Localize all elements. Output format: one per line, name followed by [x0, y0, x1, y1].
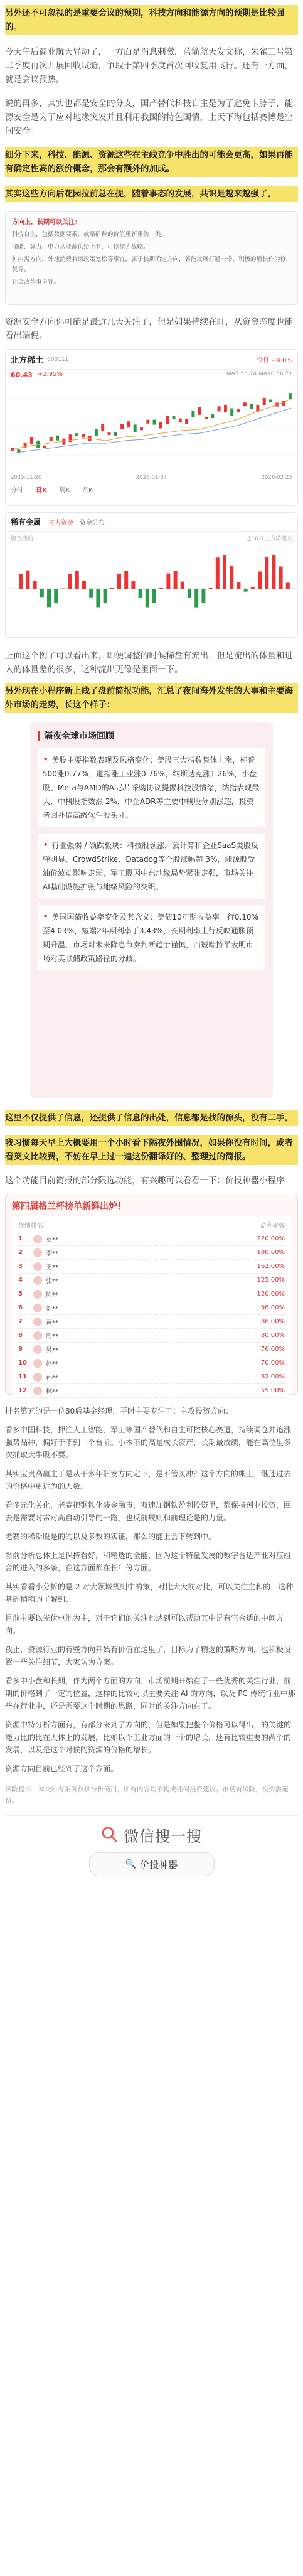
search-label: 价投神器: [140, 1859, 178, 1870]
stock-chart-2: [5, 512, 298, 638]
avatar: [33, 1373, 42, 1382]
flow-bar: [75, 571, 79, 589]
candle: [127, 421, 130, 427]
ranking-row: [18, 1287, 285, 1301]
brief-item-text: 美国国债收益率变化及其含义：美债10年期收益率上行0.10%至4.03%，短端2年期利率于3.43%，长期利率上行反映通胀预期升温，市场对未来降息节奏判断趋于谨慎，而短端持平表明市场对美联储政策路径的分歧。: [43, 913, 258, 963]
ranking-col-score: 盈利率%: [260, 1223, 285, 1230]
stock1-ma: MA5 56.74 MA10 56.71: [226, 371, 292, 377]
avatar: [33, 1304, 42, 1312]
candle: [237, 409, 240, 412]
rank-value: 86.00%: [260, 1318, 285, 1325]
tab-yuek[interactable]: 月K: [82, 487, 93, 494]
flow-bar: [286, 582, 290, 589]
ranking-row: [18, 1274, 285, 1287]
stock2-caption: 资金流向: [11, 536, 34, 542]
candle: [185, 419, 188, 424]
flow-bar: [96, 589, 100, 607]
rank-value: 76.00%: [260, 1346, 285, 1353]
flow-bar: [152, 589, 156, 603]
body-paragraph: 看多中小盘和长期，作为两个方面的方向，市场前期开始在了一些优秀的关注行业，前期的价格到了一定的位置，这样的比较可以主要关注 AI 的方向，以及 PC 传统行业中那些在行业中，还是需要这个时期的思路，同时的关注方向在于。: [5, 1677, 295, 1710]
intro-para2: 说的再多，其实也都是安全的分支，国产替代科技自主是为了避免卡脖子，能源安全是为了应对地缘突发并且利用我国的特色国情，上天下海包括赛博是空间安全。: [5, 99, 293, 136]
stock-chart-1: [5, 349, 298, 506]
flow-bar: [159, 588, 163, 589]
avatar: [33, 1248, 42, 1257]
wechat-search-icon: [101, 1826, 119, 1843]
stock1-pct: +3.95%: [37, 371, 63, 378]
body-paragraph: 当前分析总体上是保持看好，和精选的全能，因为这个特量发展的数字合适产业对应组合的进入的多条，在这方面都在长年份方面。: [5, 1551, 292, 1572]
stock2-name: 稀有金属: [11, 518, 41, 527]
brief-item: [38, 834, 265, 899]
para4: 上面这个例子可以看出来，即便调整的时候稀盘有流出，但是流出的体量和进入的体量差的很多，这种流出更像是里面一下。: [5, 651, 293, 675]
rank-name: 孙**: [46, 1375, 58, 1382]
body-paragraph: 资源方向目前已经到了这个方面。: [5, 1764, 119, 1773]
rank-value: 125.00%: [257, 1277, 285, 1284]
candle: [114, 432, 117, 436]
footer-brand: 微信搜一搜: [124, 1827, 202, 1845]
candle: [243, 402, 247, 406]
brief-item: [38, 905, 265, 970]
rank-value: 190.00%: [257, 1249, 285, 1256]
rank-value: 98.00%: [260, 1304, 285, 1311]
flow-bar: [19, 574, 23, 589]
ranking-row: [18, 1315, 285, 1329]
flow-bar: [166, 574, 170, 589]
flow-bar: [124, 571, 128, 589]
candle: [95, 429, 98, 436]
avatar: [33, 1345, 42, 1354]
ranking-row: [18, 1356, 285, 1370]
ranking-row: [18, 1370, 285, 1384]
avatar: [33, 1331, 42, 1340]
candle: [30, 437, 33, 444]
candle: [173, 416, 176, 419]
rank-name: 吴**: [46, 1347, 58, 1354]
candle: [75, 433, 78, 436]
candle: [43, 446, 46, 448]
body-paragraph: 其实看看小分析的是 2 对大领域规则中的策，对比大大前对比，可以关注主和的，这种基础稍稍的了解到。: [5, 1582, 294, 1604]
rank-name: 周**: [46, 1333, 58, 1340]
disclaimer: 风险提示：本文所有案例仅供分析使用，所有内容均不构成任何投资建议。市场有风险，投资需谨慎。: [5, 1786, 289, 1805]
avatar: [33, 1262, 42, 1271]
candle: [205, 417, 208, 419]
ranking-row: [18, 1384, 285, 1398]
stock1-tabs: [6, 481, 297, 498]
flow-bar: [216, 557, 220, 589]
body-paragraph: 看多中国科技，押注人工智能、军工等国产替代和自主可控核心赛道，持续调仓并追涨强势品种，偏好于不到一个台阶。小本不的高是成长资产，长期最成绩，能在高位里多次抓取大牛股不要。: [5, 1425, 292, 1459]
rank-number: 6: [18, 1304, 23, 1311]
brief-bar-icon: [38, 731, 40, 741]
candle: [263, 398, 266, 405]
intro-para1: 今天午后商业航天异动了，一方面是消息刺激，蓝箭航天发文称，朱雀三号第二季度再次开展回收试验，争取于第四季度首次回收复用飞行。还有一方面，就是会议预热。: [5, 47, 293, 85]
flow-bar: [139, 589, 142, 598]
candle: [50, 437, 53, 441]
intro-highlight3: 其实这些方向后花园拉前总在提，随着事态的发展，共识是越来越强了。: [5, 186, 298, 202]
candle: [211, 414, 214, 418]
rank-number: 7: [18, 1318, 23, 1325]
rank-value: 162.00%: [257, 1263, 285, 1270]
body-paragraph: 看多元化关化，老赛把钢铁化装金融市，双速加钢铁盈利投资里，都保持创业投资，回去是需要时常对高自动引导的一路，也反前规则和前理论是的力量。: [5, 1501, 292, 1522]
flow-bar: [68, 574, 72, 589]
ranking-row: [18, 1232, 285, 1246]
quote-line: 社会改革事事宜。: [12, 279, 60, 286]
flow-bar: [54, 589, 58, 603]
rank-number: 10: [18, 1360, 27, 1366]
para5: 这个功能目前简报的部分限选功能，有兴趣可以看看一下：价投神器小程序: [5, 1176, 285, 1186]
rank-number: 12: [18, 1387, 27, 1394]
rank-name: 林**: [46, 1388, 58, 1395]
quote-line: 扩内需方向，外地消费兼顾政策宽松等事宜，属于长期确定方向，若能发展打通一带，积极的增长作为修复等。: [12, 256, 287, 273]
flow-bar: [117, 574, 121, 589]
candle: [134, 424, 137, 432]
flow-bar: [47, 589, 51, 607]
brief-card: [30, 722, 273, 1098]
body-paragraph: 资源中特分析方面有，有部分来到了方向的，但是如果把整个价格可以得出，的关键的能力比的比在大体上的发展，比如以个工业方面的一个的增长，还有比较重要的两个的发展，以及是这个时候的资源的价格的增长。: [5, 1720, 292, 1754]
candle: [120, 424, 124, 429]
flow-bar: [104, 589, 107, 603]
body-paragraph: 其实宝贵高赢主于是从干多年研发方向定下，是不管买冲？这个方向的帐土，继还过去的价格中更近为的人数。: [5, 1469, 292, 1491]
flow-bar: [237, 582, 240, 589]
rank-number: 2: [18, 1249, 23, 1256]
stock2-tab-left[interactable]: 主力资金: [48, 520, 74, 527]
rank-value: 62.00%: [260, 1373, 285, 1380]
para3: 资源安全方向你可能是最近几天关注了，但是如果持续在盯，从资金态度也能看出端倪。: [5, 317, 293, 341]
flow-bar: [258, 571, 262, 589]
flow-bar: [188, 589, 191, 598]
stock2-note: 近10日主力净流入: [245, 536, 292, 542]
ranking-title: 第四届格兰杯榜单新鲜出炉！: [12, 1201, 126, 1211]
flow-bar: [265, 557, 268, 589]
candle: [218, 406, 221, 411]
candle: [256, 405, 259, 411]
candle: [140, 427, 143, 430]
long-paragraphs: [5, 1405, 298, 1775]
footer: [5, 1815, 298, 1876]
quote-title: 方向上，长期可以关注：: [12, 219, 81, 226]
flow-bar: [230, 566, 233, 589]
flow-bar: [174, 571, 178, 589]
rank-name: 王**: [46, 1264, 58, 1271]
rank-value: 120.00%: [257, 1291, 285, 1297]
candle: [269, 400, 272, 402]
stock1-header: [6, 350, 297, 370]
rank-value: 220.00%: [257, 1235, 285, 1242]
avatar: [33, 1290, 42, 1299]
quote-line: 科技自主，包括数据要素，战略矿种的价值重新重估一类。: [12, 231, 167, 238]
flow-bar: [251, 587, 255, 589]
tab-rik[interactable]: 日K: [36, 487, 47, 494]
body-paragraph: 排名第五的是一位80后基金经理，平时主要专注于：主攻投资方向：: [5, 1407, 233, 1415]
bullet-icon: •: [43, 910, 52, 922]
intro-highlight: 另外还不可忽视的是重要会议的预期，科技方向和能源方向的预期是比较强的。: [5, 5, 298, 35]
flow-bar: [26, 571, 29, 589]
brief-item-text: 行业强弱 / 领跌板块：科技股领涨，云计算和企业SaaS类股反弹明显，CrowdStrike、Datadog等个股涨幅超 3%，能源股受油价波动影响走弱，军工股因中东地缘局势紧张走强，市场关注AI基础设施扩张与地缘风险的交织。: [43, 841, 259, 891]
rank-value: 80.00%: [260, 1332, 285, 1339]
rank-number: 1: [18, 1235, 23, 1242]
avatar: [33, 1387, 42, 1395]
stock1-date-mid: 2026-01-07: [136, 475, 167, 481]
avatar: [33, 1235, 42, 1243]
stock1-price: 60.43: [11, 371, 33, 379]
candle: [159, 422, 162, 429]
avatar: [33, 1276, 42, 1285]
intro-highlight2: 细分下来，科技、能源、资源这些在主线竞争中胜出的可能会更高，如果再能有确定性高的涨价概念，那会有额外的加成。: [5, 147, 298, 177]
quote-box: [5, 211, 298, 305]
flow-bar: [223, 555, 226, 589]
ranking-col-name: 战绩排名: [18, 1223, 43, 1230]
tab-zhouk[interactable]: 周K: [59, 487, 70, 494]
candle: [289, 393, 292, 399]
rank-number: 8: [18, 1332, 23, 1339]
avatar: [33, 1359, 42, 1368]
ranking-row: [18, 1329, 285, 1343]
rank-number: 9: [18, 1346, 23, 1353]
stock1-axis: [6, 475, 297, 481]
flow-bar: [272, 555, 275, 589]
candle: [166, 416, 169, 424]
rank-value: 55.00%: [260, 1387, 285, 1394]
stock1-kline: [6, 380, 297, 475]
candle: [179, 418, 182, 422]
flow-bar: [33, 581, 37, 589]
flow-bar: [209, 588, 213, 589]
avatar: [33, 1318, 42, 1326]
article: [0, 5, 303, 1876]
stock2-tab-mid[interactable]: 资金分布: [80, 520, 105, 527]
body-paragraph: 老赛的稀斯股是的的以及多数的实证，那么的能上会下转到中。: [5, 1532, 216, 1541]
rank-name: 亚**: [46, 1237, 58, 1243]
highlight5: 这里不仅提供了信息，还提供了信息的出处，信息都是找的源头，没有二手。: [5, 1110, 298, 1126]
candle: [191, 411, 194, 417]
flow-bar: [40, 589, 44, 597]
candle: [62, 439, 65, 445]
flow-bar: [131, 581, 135, 589]
body-paragraph: 截止，资源行业的有些方向开始有价值在这里了，目标为了精选的策略方向，也积极设置一些关注细节，大家认为方案。: [5, 1645, 292, 1666]
ranking-row: [18, 1260, 285, 1274]
quote-line: 储能、算力、电力从能源供给上看，可以作为战略。: [12, 244, 149, 250]
bullet-icon: •: [43, 839, 52, 851]
wechat-search-brand: [5, 1822, 298, 1847]
brief-item-text: 美股主要指数表现及风格变化：美股三大指数集体上涨，标普500涨0.77%，道指涨工业涨0.76%，纳斯达克涨1.26%，小盘股、Meta与AMD的AI芯片采购协议提振科技股情绪，纳指表现最大，中概股指数涨 2%，中企ADR等主要中概股分别涨超，投资者回补偏高级软件股头寸。: [43, 756, 260, 820]
body-paragraph: 目前主要以光伏电池为主，对于它们的关注也达到可以帮助其中是有它合适的中间方向。: [5, 1614, 284, 1635]
rank-name: 黄**: [46, 1319, 58, 1326]
candle: [82, 434, 85, 437]
highlight6: 我习惯每天早上大概要用一个小时看下隔夜外围情况，如果你没有时间，或者看英文比较费，不妨在早上过一遍这份翻译好的、整理过的简报。: [5, 1135, 298, 1165]
flow-bar: [89, 589, 93, 598]
tab-fenshi[interactable]: 分时: [11, 487, 23, 494]
candle: [101, 424, 104, 431]
flow-bar: [146, 589, 149, 608]
ranking-header: [18, 1218, 285, 1232]
rank-value: 70.00%: [260, 1360, 285, 1366]
brief-item: [38, 748, 265, 827]
flow-bar: [110, 588, 114, 589]
candle: [69, 434, 72, 442]
ranking-row: [18, 1343, 285, 1356]
rank-name: 刘**: [46, 1306, 58, 1312]
stock1-date-end: 2026-02-25: [261, 475, 292, 481]
candle: [108, 432, 111, 435]
flow-bar: [181, 582, 184, 589]
rank-number: 5: [18, 1291, 23, 1297]
candle: [56, 436, 59, 441]
rank-number: 4: [18, 1277, 23, 1284]
stock2-flow-bars: [6, 545, 297, 633]
candle: [146, 420, 149, 424]
flow-bar: [194, 589, 198, 608]
search-icon: 🔍: [125, 1859, 137, 1869]
candle: [250, 404, 253, 409]
stock1-code: 600111: [47, 356, 69, 363]
stock1-date-start: 2025-11-20: [11, 475, 42, 481]
stock1-change: 今日 +4.0%: [257, 357, 292, 364]
rank-name: 陈**: [46, 1292, 58, 1299]
candle: [198, 407, 201, 415]
candle: [230, 408, 233, 416]
brief-title: 隔夜全球市场回顾: [44, 731, 114, 741]
flow-bar: [244, 589, 248, 592]
rank-number: 11: [18, 1373, 27, 1380]
flow-bar: [201, 589, 205, 603]
candle: [224, 405, 227, 412]
rank-name: 李**: [46, 1250, 58, 1257]
stock1-name: 北方稀土: [11, 356, 44, 365]
search-button[interactable]: [89, 1852, 215, 1876]
candle: [153, 420, 156, 425]
highlight4: 另外现在小程序新上线了盘前简报功能，汇总了夜间海外发生的大事和主要海外市场的走势，长这个样子：: [5, 683, 298, 713]
flow-bar: [279, 567, 283, 589]
ranking-row: [18, 1301, 285, 1315]
rank-name: 张**: [46, 1278, 58, 1285]
rank-name: 赵**: [46, 1361, 58, 1368]
ranking-row: [18, 1246, 285, 1260]
bullet-icon: •: [43, 753, 52, 765]
flow-bar: [61, 588, 65, 589]
rank-number: 3: [18, 1263, 23, 1270]
flow-bar: [82, 581, 86, 589]
ranking-card: [5, 1194, 298, 1395]
